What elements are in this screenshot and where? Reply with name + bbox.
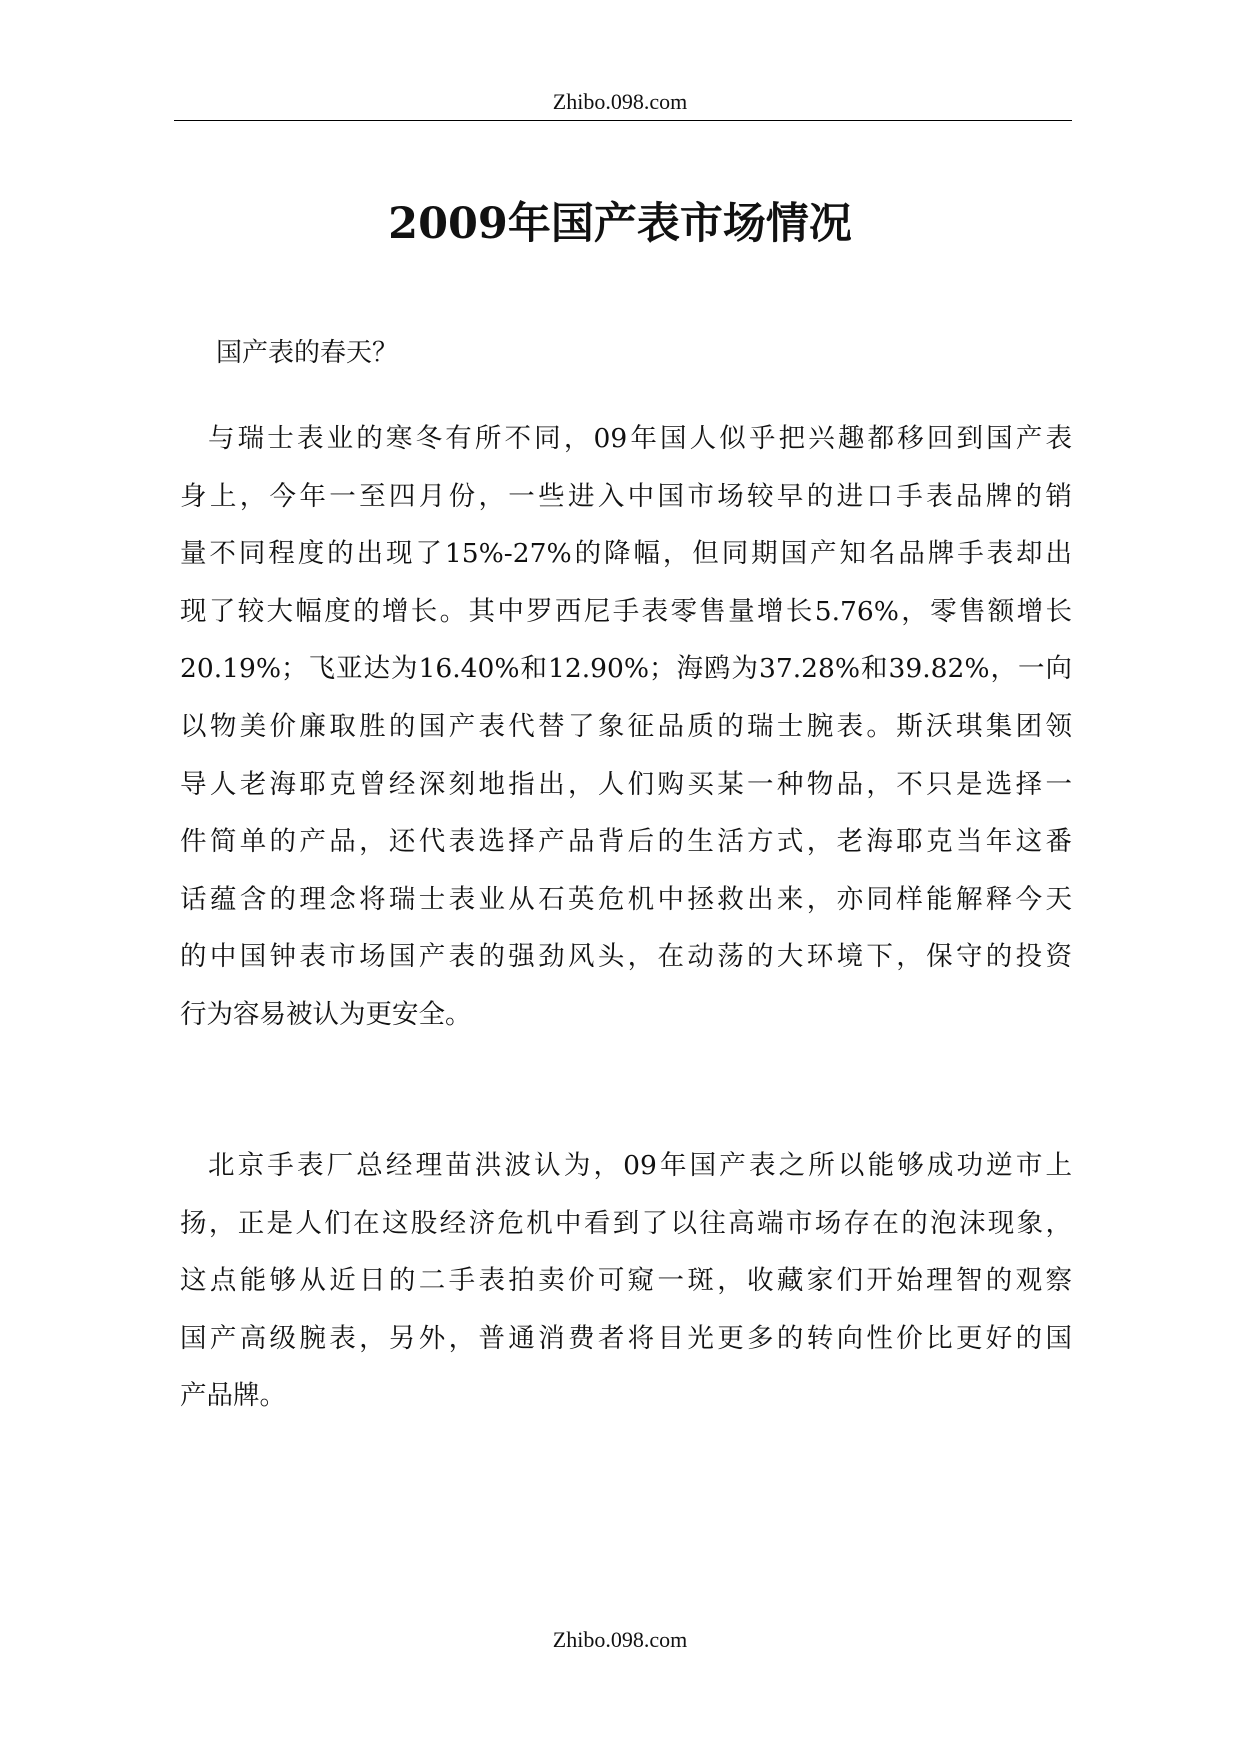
paragraph-line: 的中国钟表市场国产表的强劲风头，在动荡的大环境下，保守的投资 [180, 941, 1072, 973]
paragraph-2 [180, 1137, 1072, 1425]
paragraph-line: 身上，今年一至四月份，一些进入中国市场较早的进口手表品牌的销 [180, 480, 1072, 512]
paragraph-line: 国产高级腕表，另外，普通消费者将目光更多的转向性价比更好的国 [180, 1322, 1072, 1354]
paragraph-line: 现了较大幅度的增长。其中罗西尼手表零售量增长5.76%，零售额增长 [180, 595, 1072, 627]
paragraph-line: 件简单的产品，还代表选择产品背后的生活方式，老海耶克当年这番 [180, 826, 1072, 858]
paragraph-line: 产品牌。 [180, 1380, 286, 1412]
paragraph-line: 行为容易被认为更安全。 [180, 998, 472, 1030]
header-divider [174, 120, 1072, 121]
paragraph-1 [180, 410, 1072, 1044]
document-title: 2009年国产表市场情况 [388, 199, 852, 249]
paragraph-line: 这点能够从近日的二手表拍卖价可窥一斑，收藏家们开始理智的观察 [180, 1265, 1072, 1297]
paragraph-line: 话蕴含的理念将瑞士表业从石英危机中拯救出来，亦同样能解释今天 [180, 883, 1072, 915]
section-subheading: 国产表的春天？ [216, 338, 399, 368]
page-footer-site: Zhibo.098.com [552, 1627, 688, 1652]
paragraph-line: 扬，正是人们在这股经济危机中看到了以往高端市场存在的泡沫现象， [180, 1207, 1072, 1239]
paragraph-line: 量不同程度的出现了15%-27%的降幅，但同期国产知名品牌手表却出 [180, 538, 1072, 570]
page-header-site: Zhibo.098.com [552, 89, 688, 114]
paragraph-line: 北京手表厂总经理苗洪波认为，09年国产表之所以能够成功逆市上 [208, 1150, 1072, 1181]
paragraph-line: 导人老海耶克曾经深刻地指出，人们购买某一种物品，不只是选择一 [180, 768, 1072, 800]
paragraph-line: 20.19%；飞亚达为16.40%和12.90%；海鸥为37.28%和39.82%，一向 [180, 653, 1072, 685]
paragraph-line: 以物美价廉取胜的国产表代替了象征品质的瑞士腕表。斯沃琪集团领 [180, 710, 1072, 742]
paragraph-line: 与瑞士表业的寒冬有所不同，09年国人似乎把兴趣都移回到国产表 [208, 423, 1072, 454]
